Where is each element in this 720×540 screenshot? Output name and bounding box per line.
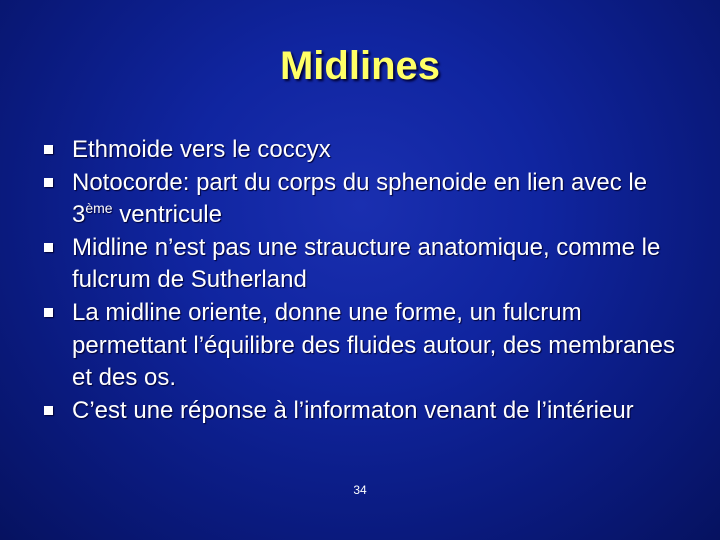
bullet-text: Ethmoide vers le coccyx [72,136,331,163]
bullet-item [44,167,684,232]
square-bullet-icon [44,178,53,187]
square-bullet-icon [44,243,53,252]
bullet-item [44,395,684,428]
bullet-list [44,134,684,427]
bullet-text: Notocorde: part du corps du sphenoide en lien avec le 3 [72,168,648,229]
bullet-text: Midline n’est pas une straucture anatomique, comme le fulcrum de Sutherland [72,233,661,294]
bullet-item [44,134,684,167]
bullet-superscript: ème [85,200,113,217]
bullet-item [44,297,684,395]
bullet-text-continued: ventricule [112,201,222,229]
bullet-item [44,232,684,297]
bullet-text: La midline oriente, donne une forme, un fulcrum permettant l’équilibre des fluides autour, des membranes et des os. [72,298,675,392]
page-number: 34 [353,483,367,497]
square-bullet-icon [44,145,53,154]
bullet-text: C’est une réponse à l’informaton venant de l’intérieur [72,396,634,424]
slide-title: Midlines [279,44,441,88]
square-bullet-icon [44,308,53,317]
square-bullet-icon [44,406,53,415]
